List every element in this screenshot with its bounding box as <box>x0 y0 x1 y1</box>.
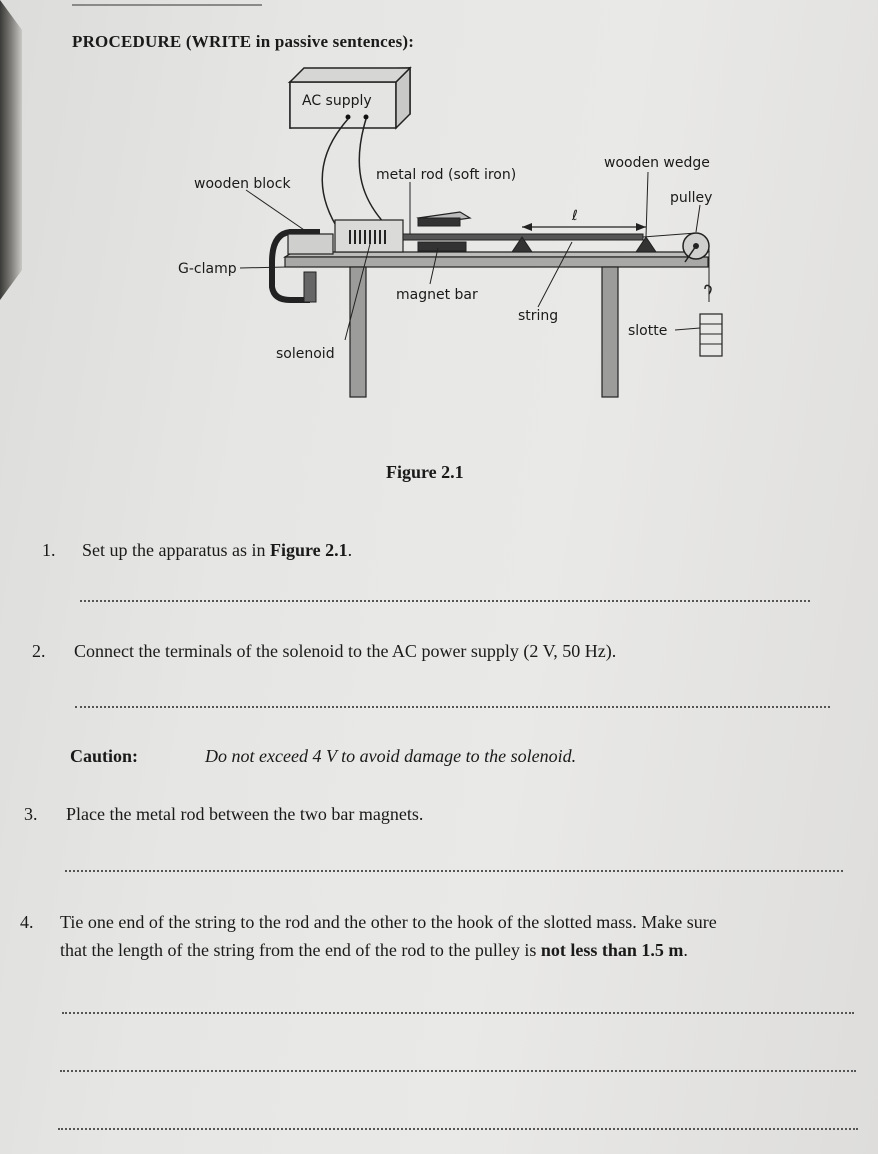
table-leg-right <box>602 267 618 397</box>
step-number: 4. <box>20 912 34 932</box>
step-4-line2: that the length of the string from the end of the rod to the pulley is not less than 1.5 m. <box>60 940 688 960</box>
g-clamp-label: G-clamp <box>178 261 237 277</box>
length-symbol: ℓ <box>572 208 578 224</box>
magnet-bar-bottom <box>418 242 466 251</box>
slotted-mass-label: slotte <box>628 323 668 339</box>
slotted-mass <box>700 314 722 356</box>
solenoid-label: solenoid <box>276 346 335 362</box>
ac-supply-label: AC supply <box>302 93 372 109</box>
step-text-line1: Tie one end of the string to the rod and the other to the hook of the slotted mass. Make sure <box>60 912 717 932</box>
magnet-bar-top-front <box>418 218 460 226</box>
step-2 <box>32 637 616 665</box>
step-text: Connect the terminals of the solenoid to the AC power supply (2 V, 50 Hz). <box>74 641 617 661</box>
answer-line[interactable] <box>80 600 810 602</box>
step-4 <box>20 908 860 936</box>
answer-line[interactable] <box>75 706 830 708</box>
wooden-block <box>288 234 333 254</box>
answer-line[interactable] <box>62 1012 854 1014</box>
top-rule <box>72 4 262 6</box>
wooden-block-label: wooden block <box>194 176 291 192</box>
step-text: Set up the apparatus as in <box>82 540 270 560</box>
pulley-label: pulley <box>670 190 713 206</box>
caution-text: Do not exceed 4 V to avoid damage to the solenoid. <box>205 746 577 766</box>
g-clamp-screw <box>304 272 316 302</box>
length-requirement: not less than 1.5 m <box>540 940 684 960</box>
step-3 <box>24 800 423 828</box>
page-binding-shadow <box>0 0 22 300</box>
answer-line[interactable] <box>58 1128 858 1130</box>
figure-caption: Figure 2.1 <box>386 462 464 482</box>
figure-reference: Figure 2.1 <box>269 540 348 560</box>
wooden-wedge-label: wooden wedge <box>604 155 710 171</box>
answer-line[interactable] <box>60 1070 856 1072</box>
hook <box>705 285 711 294</box>
wire-1 <box>322 119 348 232</box>
string-label: string <box>518 308 559 324</box>
table-leg-left <box>350 267 366 397</box>
table-front <box>285 257 708 267</box>
table-top <box>285 252 708 257</box>
step-1: 1. Set up the apparatus as in Figure 2.1. <box>42 536 352 564</box>
step-number: 2. <box>32 641 46 661</box>
step-number: 1. <box>42 540 56 560</box>
answer-line[interactable] <box>65 870 843 872</box>
magnet-bar-label: magnet bar <box>396 287 478 303</box>
caution-label: Caution: <box>70 746 139 766</box>
step-number: 3. <box>24 804 38 824</box>
step-text: Place the metal rod between the two bar magnets. <box>66 804 424 824</box>
metal-rod-label: metal rod (soft iron) <box>376 167 517 183</box>
procedure-heading: PROCEDURE (WRITE in passive sentences): <box>72 32 415 51</box>
apparatus-diagram <box>160 62 760 412</box>
